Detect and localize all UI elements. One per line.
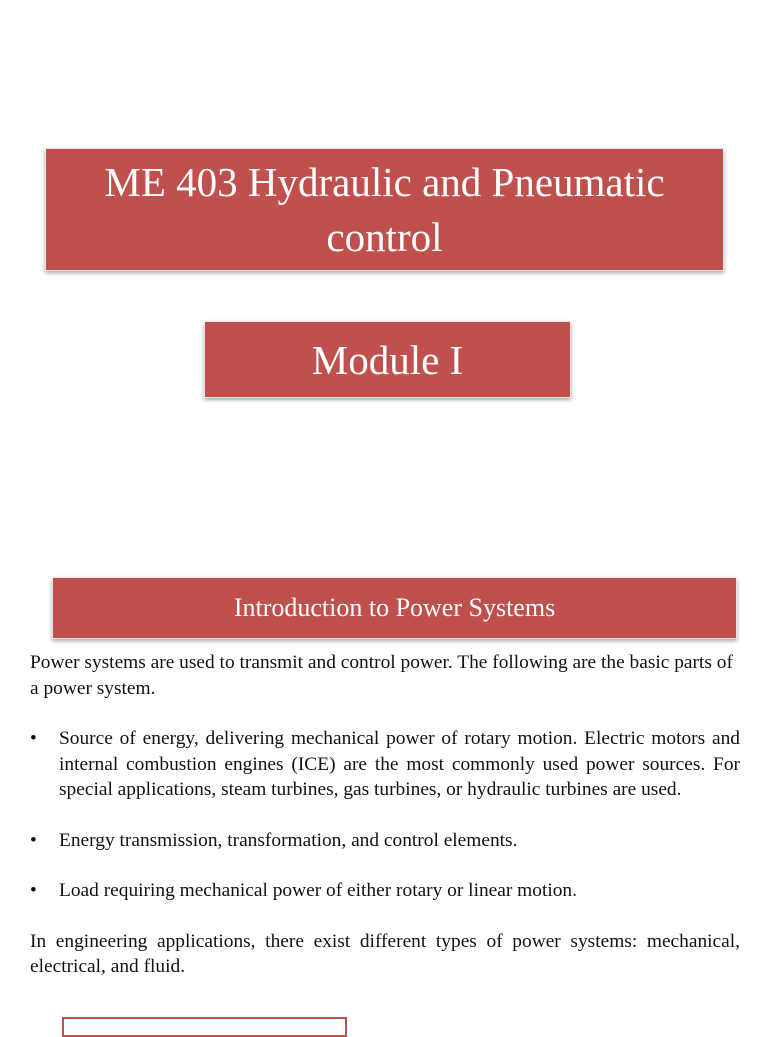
bullet-item bbox=[30, 726, 740, 803]
section-heading-banner bbox=[52, 577, 737, 639]
intro-paragraph: Power systems are used to transmit and control power. The following are the basic parts of a power system. bbox=[30, 652, 733, 699]
bullet-text: Energy transmission, transformation, and control elements. bbox=[59, 829, 518, 851]
course-title-banner bbox=[45, 148, 724, 271]
document-body bbox=[30, 650, 740, 980]
course-title: ME 403 Hydraulic and Pneumatic control bbox=[104, 158, 665, 260]
bullet-text: Load requiring mechanical power of either rotary or linear motion. bbox=[59, 880, 577, 901]
module-label: Module I bbox=[311, 336, 464, 383]
bullet-item bbox=[30, 828, 740, 854]
bullet-marker: • bbox=[30, 728, 37, 749]
next-section-box bbox=[62, 1017, 347, 1037]
bullet-marker: • bbox=[30, 829, 37, 851]
bullet-text: Source of energy, delivering mechanical power of rotary motion. Electric motors and internal combustion engines (ICE) are the most commonly used power sources. For special applications, steam turbines, gas turbines, or hydraulic turbines are used. bbox=[59, 728, 740, 800]
closing-paragraph: In engineering applications, there exist different types of power systems: mechanical, electrical, and fluid. bbox=[30, 930, 740, 977]
bullet-item bbox=[30, 878, 740, 904]
module-banner bbox=[204, 321, 571, 398]
bullet-marker: • bbox=[30, 880, 37, 901]
section-heading: Introduction to Power Systems bbox=[233, 593, 556, 622]
